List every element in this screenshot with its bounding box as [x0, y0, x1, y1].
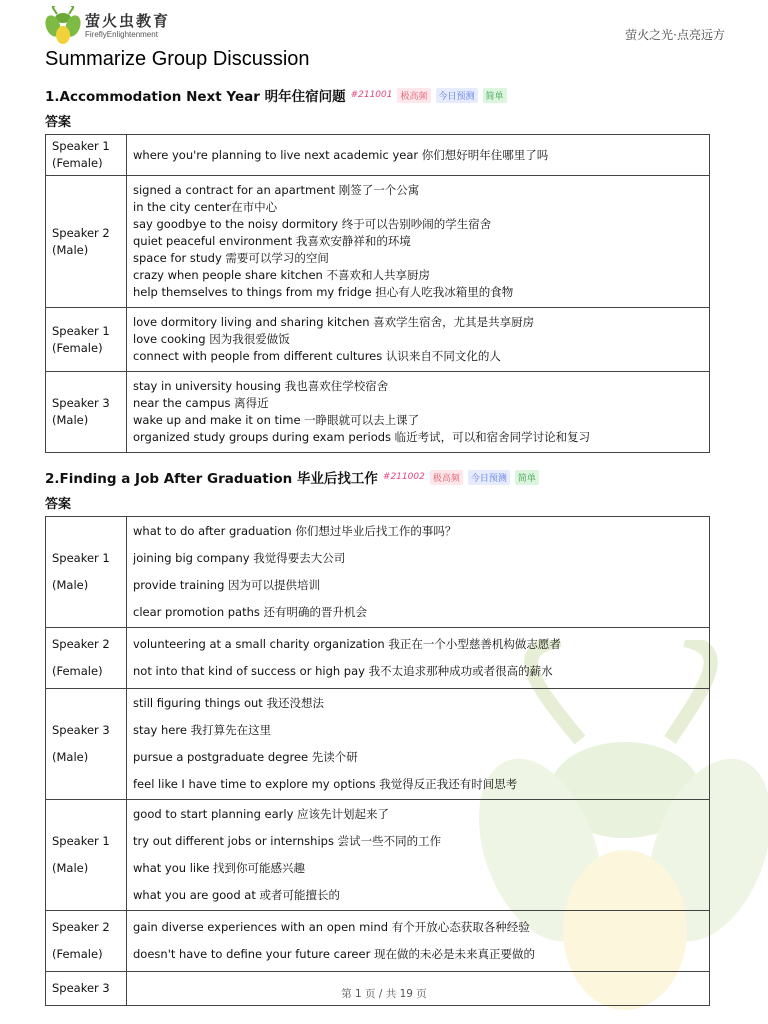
page-footer: 第 1 页 / 共 19 页 — [341, 988, 427, 1000]
note-line: still figuring things out 我还没想法 — [133, 696, 324, 710]
question-code: #211002 — [382, 472, 425, 482]
logo-text-cn: 萤火虫教育 — [85, 12, 171, 30]
table-row — [46, 689, 710, 800]
speaker-name: Speaker 2 — [52, 637, 110, 651]
speaker-gender: (Female) — [52, 664, 103, 678]
note-line: good to start planning early 应该先计划起来了 — [133, 807, 390, 821]
note-line: signed a contract for an apartment 刚签了一个公寓 — [133, 183, 420, 197]
note-line: not into that kind of success or high pay 我不太追求那种成功或者很高的薪水 — [133, 664, 553, 678]
speaker-name: Speaker 1 — [52, 139, 110, 153]
speaker-gender: (Male) — [52, 750, 89, 764]
note-line: connect with people from different cultures 认识来自不同文化的人 — [133, 349, 501, 363]
note-line: gain diverse experiences with an open mind 有个开放心态获取各种经验 — [133, 920, 530, 934]
note-line: volunteering at a small charity organization 我正在一个小型慈善机构做志愿者 — [133, 637, 561, 651]
document-body — [45, 48, 710, 1020]
note-line: say goodbye to the noisy dormitory 终于可以告别吵闹的学生宿舍 — [133, 217, 492, 231]
section-job-after-graduation — [45, 467, 710, 1006]
note-line: joining big company 我觉得要去大公司 — [133, 551, 346, 565]
speaker-cell — [46, 308, 127, 372]
speaker-name: Speaker 2 — [52, 920, 110, 934]
table-row — [46, 308, 710, 372]
speaker-gender: (Male) — [52, 578, 89, 592]
tag-prediction: 今日预测 — [468, 470, 510, 485]
note-line: wake up and make it on time 一睁眼就可以去上课了 — [133, 413, 420, 427]
notes-cell — [127, 372, 710, 453]
firefly-logo-icon — [45, 6, 81, 46]
section-title-text: 2.Finding a Job After Graduation 毕业后找工作 — [45, 471, 378, 487]
section-title — [45, 85, 710, 105]
notes-cell — [127, 135, 710, 176]
note-line: stay in university housing 我也喜欢住学校宿舍 — [133, 379, 389, 393]
speaker-name: Speaker 1 — [52, 551, 110, 565]
note-line: doesn't have to define your future career 现在做的未必是未来真正要做的 — [133, 947, 535, 961]
tag-frequency: 极高频 — [397, 88, 430, 103]
speaker-cell — [46, 628, 127, 689]
answer-label: 答案 — [45, 115, 72, 130]
section-title-text: 1.Accommodation Next Year 明年住宿问题 — [45, 89, 346, 105]
note-line: provide training 因为可以提供培训 — [133, 578, 321, 592]
header-slogan: 萤火之光·点亮远方 — [625, 28, 725, 42]
note-line: in the city center在市中心 — [133, 200, 278, 214]
note-line: love dormitory living and sharing kitchen 喜欢学生宿舍，尤其是共享厨房 — [133, 315, 535, 329]
table-row — [46, 517, 710, 628]
speaker-gender: (Male) — [52, 413, 89, 427]
table-row — [46, 800, 710, 911]
notes-cell — [127, 689, 710, 800]
speaker-gender: (Female) — [52, 340, 103, 355]
note-line: try out different jobs or internships 尝试一些不同的工作 — [133, 834, 442, 848]
page-title: Summarize Group Discussion — [45, 48, 310, 70]
note-line: help themselves to things from my fridge 担心有人吃我冰箱里的食物 — [133, 285, 514, 299]
note-line: organized study groups during exam periods 临近考试，可以和宿舍同学讨论和复习 — [133, 430, 591, 444]
note-line: love cooking 因为我很爱做饭 — [133, 332, 290, 346]
note-line: pursue a postgraduate degree 先读个研 — [133, 750, 358, 764]
notes-cell — [127, 176, 710, 308]
note-line: what you are good at 或者可能擅长的 — [133, 888, 340, 902]
notes-cell — [127, 628, 710, 689]
speaker-name: Speaker 1 — [52, 323, 110, 338]
question-code: #211001 — [350, 90, 393, 100]
speaker-name: Speaker 1 — [52, 834, 110, 848]
speaker-gender: (Female) — [52, 947, 103, 961]
speaker-cell — [46, 911, 127, 972]
speaker-name: Speaker 3 — [52, 396, 110, 410]
table-row — [46, 135, 710, 176]
speaker-gender: (Female) — [52, 156, 103, 170]
tag-difficulty: 简单 — [515, 470, 539, 485]
note-line: where you're planning to live next academic year 你们想好明年住哪里了吗 — [133, 147, 549, 162]
speaker-name: Speaker 3 — [52, 723, 110, 737]
speaker-name: Speaker 2 — [52, 225, 110, 240]
speaker-cell — [46, 135, 127, 176]
notes-cell — [127, 308, 710, 372]
section-accommodation — [45, 85, 710, 453]
note-line: what you like 找到你可能感兴趣 — [133, 861, 306, 875]
table-row — [46, 628, 710, 689]
notes-cell — [127, 911, 710, 972]
note-line: space for study 需要可以学习的空间 — [133, 251, 329, 265]
note-line: quiet peaceful environment 我喜欢安静祥和的环境 — [133, 234, 411, 248]
note-line: clear promotion paths 还有明确的晋升机会 — [133, 605, 368, 619]
note-line: crazy when people share kitchen 不喜欢和人共享厨房 — [133, 268, 430, 282]
speaker-cell — [46, 372, 127, 453]
table-row — [46, 372, 710, 453]
table-row — [46, 911, 710, 972]
tag-prediction: 今日预测 — [436, 88, 478, 103]
answer-label: 答案 — [45, 497, 72, 512]
note-line: feel like I have time to explore my options 我觉得反正我还有时间思考 — [133, 777, 518, 791]
tag-frequency: 极高频 — [430, 470, 463, 485]
speaker-cell — [46, 176, 127, 308]
speaker-gender: (Male) — [52, 242, 89, 257]
page-header — [45, 6, 725, 46]
notes-cell — [127, 800, 710, 911]
speaker-cell — [46, 689, 127, 800]
section-title — [45, 467, 710, 487]
speaker-gender: (Male) — [52, 861, 89, 875]
tag-difficulty: 简单 — [483, 88, 507, 103]
table-row — [46, 176, 710, 308]
answer-table — [45, 516, 710, 1006]
note-line: near the campus 离得近 — [133, 396, 269, 410]
speaker-cell — [46, 800, 127, 911]
answer-table — [45, 134, 710, 453]
note-line: what to do after graduation 你们想过毕业后找工作的事吗？ — [133, 524, 457, 538]
note-line: stay here 我打算先在这里 — [133, 723, 272, 737]
logo-text-en: FireflyEnlightenment — [85, 30, 158, 39]
speaker-cell — [46, 517, 127, 628]
notes-cell — [127, 517, 710, 628]
speaker-name: Speaker 3 — [52, 981, 110, 995]
